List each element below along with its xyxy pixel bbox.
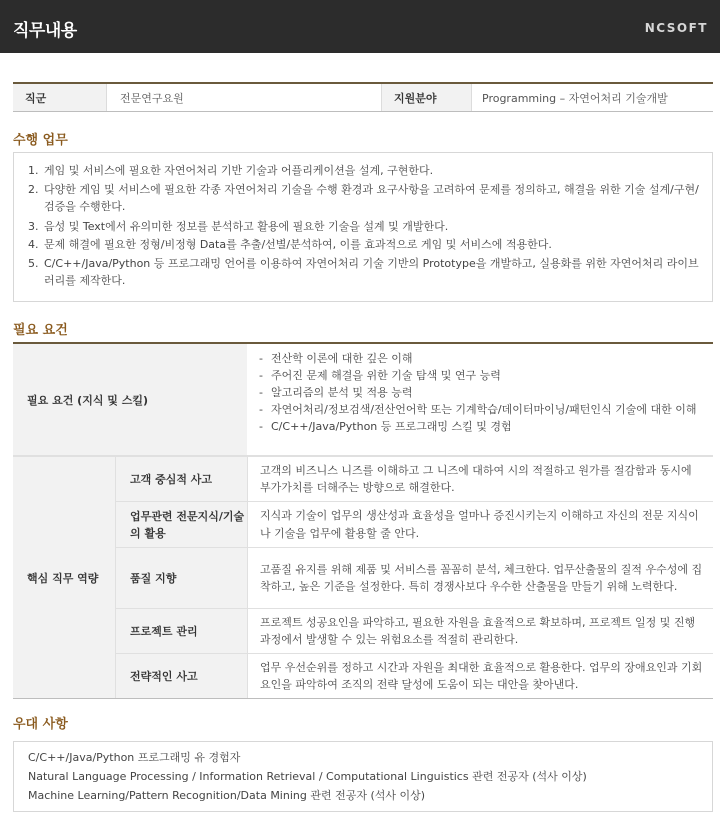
core-competency-row [116,502,713,548]
job-group-value: 전문연구요원 [106,84,381,111]
skills-label: 필요 요건 (지식 및 스킬) [13,344,247,455]
skills-list [247,344,713,455]
competency-name: 고객 중심적 사고 [116,457,247,501]
core-competency-row [116,609,713,654]
skill-item: - C/C++/Java/Python 등 프로그래밍 스킬 및 경험 [259,420,512,433]
duty-item: 4. 문제 해결에 필요한 정형/비정형 Data를 추출/선별/분석하여, 이를 효과적으로 게임 및 서비스에 적용한다. [28,238,552,251]
core-competency-block [13,456,713,698]
requirements-section-title: 필요 요건 [13,323,68,338]
duties-list [28,162,700,290]
duty-item: 5. C/C++/Java/Python 등 프로그래밍 언어를 이용하여 자연어처리 기술 기반의 Prototype을 개발하고, 실용화를 위한 자연어처리 라이브러리를 제작한다. [28,256,699,287]
page-header [0,0,720,53]
competency-desc: 고객의 비즈니스 니즈를 이해하고 그 니즈에 대하여 시의 적절하고 원가를 절감함과 동시에 부가가치를 더해주는 방향으로 해결한다. [247,457,713,501]
competency-desc: 지식과 기술이 업무의 생산성과 효율성을 얼마나 증진시키는지 이해하고 자신의 전문 지식이나 기술을 업무에 활용할 줄 안다. [247,502,713,547]
skills-row [13,344,713,456]
ncsoft-logo: NCSOFT [644,21,708,35]
job-info-table [13,82,713,112]
core-competency-rows [116,457,713,698]
core-competency-label: 핵심 직무 역량 [13,457,116,698]
job-group-label: 직군 [13,84,106,111]
preferred-item: Machine Learning/Pattern Recognition/Data Mining 관련 전공자 (석사 이상) [28,789,426,802]
apply-area-label: 지원분야 [381,84,471,111]
competency-name: 전략적인 사고 [116,654,247,698]
core-competency-row [116,654,713,698]
core-competency-row [116,457,713,502]
competency-name: 업무관련 전문지식/기술의 활용 [116,502,247,547]
competency-name: 프로젝트 관리 [116,609,247,653]
competency-desc: 프로젝트 성공요인을 파악하고, 필요한 자원을 효율적으로 확보하며, 프로젝트 일정 및 진행과정에서 발생할 수 있는 위험요소를 적절히 관리한다. [247,609,713,653]
duty-item: 1. 게임 및 서비스에 필요한 자연어처리 기반 기술과 어플리케이션을 설계, 구현한다. [28,164,434,177]
page-title: 직무내용 [13,21,77,41]
requirements-table [13,342,713,699]
competency-desc: 업무 우선순위를 정하고 시간과 자원을 최대한 효율적으로 활용한다. 업무의 장애요인과 기회요인을 파악하여 조직의 전략 달성에 도움이 되는 대안을 찾아낸다. [247,654,713,698]
preferred-item: C/C++/Java/Python 프로그래밍 유 경험자 [28,751,241,764]
competency-name: 품질 지향 [116,548,247,608]
duties-box [13,152,713,302]
duty-item: 2. 다양한 게임 및 서비스에 필요한 각종 자연어처리 기술을 수행 환경과 요구사항을 고려하여 문제를 정의하고, 해결을 위한 기술 설계/구현/검증을 수행한다. [28,182,699,213]
preferred-section-title: 우대 사항 [13,717,68,732]
apply-area-value: Programming – 자연어처리 기술개발 [471,84,713,111]
core-competency-row [116,548,713,609]
duty-item: 3. 음성 및 Text에서 유의미한 정보를 분석하고 활용에 필요한 기술을 설계 및 개발한다. [28,219,449,233]
preferred-item: Natural Language Processing / Information Retrieval / Computational Linguistics 관련 전공자 (석사 이상) [28,770,587,783]
skill-item: - 주어진 문제 해결을 위한 기술 탐색 및 연구 능력 [259,369,501,382]
competency-desc: 고품질 유지를 위해 제품 및 서비스를 꼼꼼히 분석, 체크한다. 업무산출물의 질적 우수성에 집착하고, 높은 기준을 설정한다. 특히 경쟁사보다 우수한 산출물을 만들기 위해 노력한다. [247,548,713,608]
skill-item: - 전산학 이론에 대한 깊은 이해 [259,352,413,365]
preferred-box [13,741,713,812]
duties-section-title: 수행 업무 [13,133,68,148]
skill-item: - 자연어처리/정보검색/전산언어학 또는 기계학습/데이터마이닝/패턴인식 기술에 대한 이해 [259,403,697,416]
skill-item: - 알고리즘의 분석 및 적용 능력 [259,386,413,399]
